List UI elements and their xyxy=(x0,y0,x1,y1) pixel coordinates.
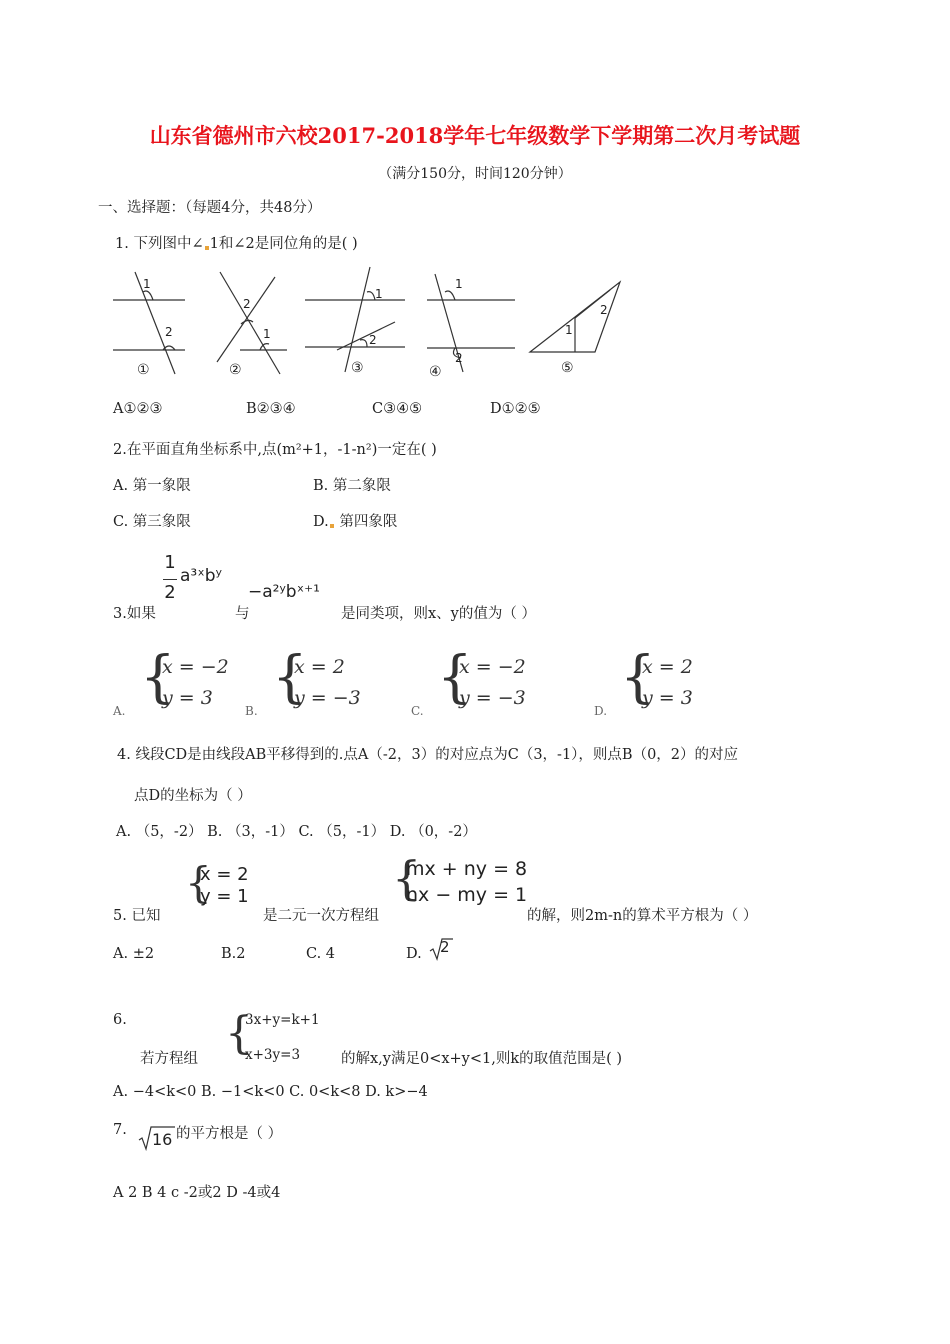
q3-term1: a³ˣbʸ xyxy=(180,566,222,586)
q3-option-a-brace: { xyxy=(140,645,176,710)
q3-option-a-y: y = 3 xyxy=(162,687,213,709)
fig3-label: ③ xyxy=(351,360,364,376)
q5-stem-c: 的解，则2m-n的算术平方根为（ ） xyxy=(527,908,758,924)
q3-option-c-brace: { xyxy=(437,645,473,710)
fig1-angle-b: 2 xyxy=(165,325,173,339)
q3-option-c-label: C. xyxy=(411,704,424,718)
fig3-angle-a: 1 xyxy=(375,287,383,301)
q2-option-a: A. 第一象限 xyxy=(113,478,191,494)
q6-stem-a: 若方程组 xyxy=(140,1051,198,1067)
q1-option-c: C③④⑤ xyxy=(372,401,423,417)
question-6-number: 6. xyxy=(113,1012,127,1028)
question-4-stem-line1: 4. 线段CD是由线段AB平移得到的.点A（-2，3）的对应点为C（3，-1），则点B（0，2）的对应 xyxy=(117,747,739,763)
q3-frac-bar xyxy=(163,579,177,580)
question-7-number: 7. xyxy=(113,1122,127,1138)
q3-option-c-y: y = −3 xyxy=(459,687,526,709)
fig5-angle-a: 1 xyxy=(565,323,573,337)
q5-sys2-b: nx − my = 1 xyxy=(406,884,528,906)
q6-options: A. −4<k<0 B. −1<k<0 C. 0<k<8 D. k>−4 xyxy=(113,1084,428,1100)
q5-brace-1: { xyxy=(185,858,212,907)
q3-option-c-x: x = −2 xyxy=(459,656,526,678)
q3-frac-den: 2 xyxy=(164,582,176,603)
q5-stem-a: 5. 已知 xyxy=(113,908,161,924)
fig4-angle-b: 2 xyxy=(455,351,463,365)
fig1-angle-a: 1 xyxy=(143,277,151,291)
fig3-angle-b: 2 xyxy=(369,333,377,347)
q3-option-b-x: x = 2 xyxy=(294,656,345,678)
q5-option-d: D. xyxy=(406,946,422,962)
q7-sqrt-value: 16 xyxy=(152,1130,173,1149)
q5-sys1-b: y = 1 xyxy=(200,886,249,907)
question-4-stem-line2: 点D的坐标为（ ） xyxy=(134,788,252,804)
question-1-figures xyxy=(105,262,635,384)
q3-option-b-brace: { xyxy=(272,645,308,710)
q6-brace: { xyxy=(225,1008,253,1059)
q3-stem-a: 3.如果 xyxy=(113,606,156,622)
fig2-angle-a: 2 xyxy=(243,297,251,311)
fig5-label: ⑤ xyxy=(561,360,574,376)
q5-brace-2: { xyxy=(392,851,422,905)
q5-option-c: C. 4 xyxy=(306,946,336,962)
q4-options: A. （5，-2） B. （3，-1） C. （5，-1） D. （0，-2） xyxy=(116,824,477,840)
q3-option-d-label: D. xyxy=(594,704,608,718)
subtitle: （满分150分，时间120分钟） xyxy=(378,166,572,182)
q3-frac-num: 1 xyxy=(164,552,176,573)
q2-option-d: D. 第四象限 xyxy=(313,514,398,530)
q3-option-a-x: x = −2 xyxy=(162,656,229,678)
q5-stem-b: 是二元一次方程组 xyxy=(263,908,379,924)
section-heading: 一、选择题：（每题4分，共48分） xyxy=(98,200,322,216)
q3-term2: −a²ʸbˣ⁺¹ xyxy=(248,582,320,602)
q3-stem-b: 与 xyxy=(235,606,250,622)
q6-eq2: x+3y=3 xyxy=(245,1047,301,1063)
fig2-angle-b: 1 xyxy=(263,327,271,341)
fig4-angle-a: 1 xyxy=(455,277,463,291)
q1-option-d: D①②⑤ xyxy=(490,401,541,417)
question-1-stem: 1. 下列图中∠ 1和∠2是同位角的是( ) xyxy=(115,236,358,252)
q3-option-d-x: x = 2 xyxy=(642,656,693,678)
q5-sys2-a: mx + ny = 8 xyxy=(406,858,528,880)
q6-stem-b: 的解x,y满足0<x+y<1,则k的取值范围是( ) xyxy=(341,1051,623,1067)
q1-option-a: A①②③ xyxy=(113,401,163,417)
q5-sys1-a: x = 2 xyxy=(200,864,249,885)
fig1-label: ① xyxy=(137,362,150,378)
q5-option-a: A. ±2 xyxy=(113,946,155,962)
fig2-label: ② xyxy=(229,362,242,378)
question-2-stem: 2.在平面直角坐标系中,点(m²+1，-1-n²)一定在( ) xyxy=(113,442,437,458)
q3-stem-c: 是同类项，则x、y的值为（ ） xyxy=(341,606,536,622)
q6-eq1: 3x+y=k+1 xyxy=(245,1012,320,1028)
q5-sqrt-value: 2 xyxy=(440,938,450,956)
q7-stem: 的平方根是（ ） xyxy=(176,1126,283,1142)
q7-options: A 2 B 4 c -2或2 D -4或4 xyxy=(113,1185,281,1201)
q3-option-b-label: B. xyxy=(245,704,258,718)
q1-option-b: B②③④ xyxy=(246,401,296,417)
fig5-angle-b: 2 xyxy=(600,303,608,317)
fig4-label: ④ xyxy=(429,364,442,380)
q3-option-d-y: y = 3 xyxy=(642,687,693,709)
q2-option-b: B. 第二象限 xyxy=(313,478,391,494)
q3-option-a-label: A. xyxy=(113,704,126,718)
q2-option-c: C. 第三象限 xyxy=(113,514,191,530)
page-title: 山东省德州市六校2017-2018学年七年级数学下学期第二次月考试题 xyxy=(149,123,801,148)
q3-option-b-y: y = −3 xyxy=(294,687,361,709)
q3-option-d-brace: { xyxy=(620,645,656,710)
q5-option-b: B.2 xyxy=(221,946,246,962)
